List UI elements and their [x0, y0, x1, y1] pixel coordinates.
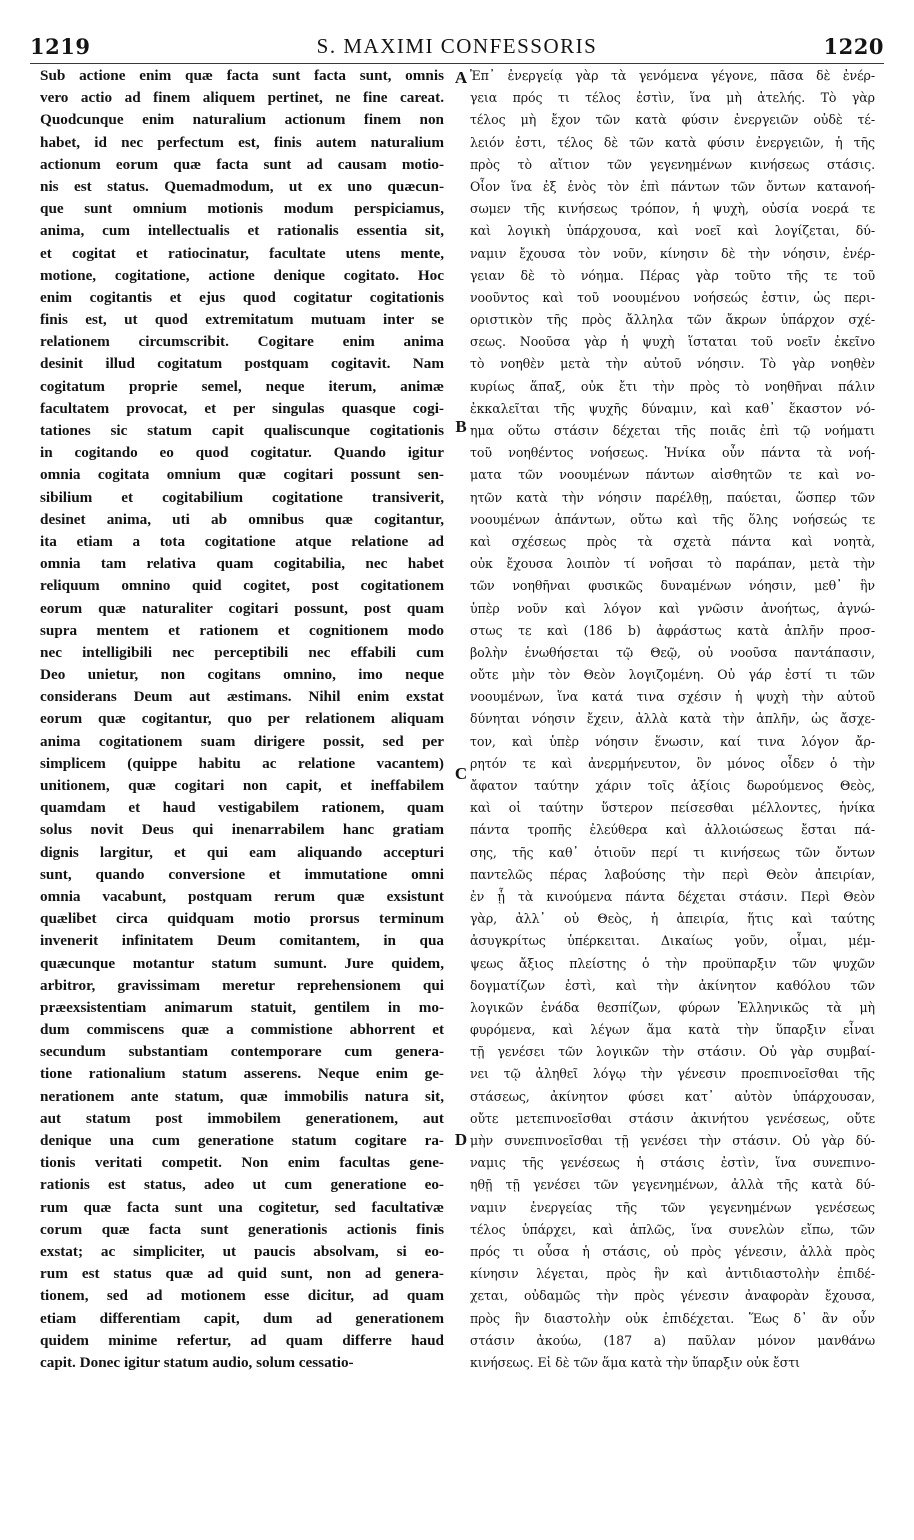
greek-text-line: τον, καὶ ὑπὲρ νόησιν ἕνωσιν, καί τινα λόγον ἄρ- [470, 733, 875, 749]
latin-text-line: tationes sic statum capit qualiscunque cogitationis [40, 422, 444, 439]
running-title: S. MAXIMI CONFESSORIS [316, 34, 598, 58]
greek-text-line: οὔτε μετεπινοεῖσθαι στάσιν ἀκινήτου γενέσεως, οὔτε [470, 1110, 875, 1126]
latin-text-line: corum quæ facta sunt generationis actionis finis [40, 1220, 444, 1238]
latin-text-line: habet, id nec perfectum est, finis autem naturalium [40, 133, 444, 151]
latin-text-line: arbitror, gravissimam meretur reprehensionem qui [40, 976, 444, 994]
greek-text-line: στάσεως, ἀκίνητον φύσει κατ᾿ αὐτὸν ὑπάρχουσαν, [470, 1088, 875, 1104]
greek-text-line: οὔτε μὴν τὸν Θεὸν λογιζομένη. Οὐ γάρ ἐστί τι τῶν [470, 667, 875, 683]
greek-text-line: τῶν νοηθῆναι φυσικῶς δυναμένων νόησιν, μεθ᾿ ἣν [470, 578, 875, 594]
latin-text-line: eorum quæ cogitantur, quo per relationem aliquam [40, 710, 444, 728]
latin-text-line: finis est, ut quod extremitatum mutuam inter se [40, 311, 444, 329]
margin-letter-a: A [454, 68, 468, 87]
greek-text-line: ψεως ἄξιος πλείστης ὁ τὴν προϋπαρξιν τῶν ψυχῶν [470, 955, 875, 971]
greek-text-line: ἐκκαλεῖται τῆς ψυχῆς δύναμιν, καὶ καθ᾿ ἕκαστον νό- [470, 400, 875, 416]
latin-text-line: nec intelligibili nec perceptibili nec effabili cum [40, 643, 444, 661]
greek-text-line: βολὴν ἑνωθήσεται τῷ Θεῷ, οὐ νοοῦσα παντάπασιν, [470, 644, 875, 660]
greek-text-line: ἐν ᾗ τὰ κινούμενα πάντα δέχεται στάσιν. Περὶ Θεὸν [470, 888, 875, 904]
greek-text-line: ναμιν ἐνεργείας τῆς τῶν γεγενημένων γενέσεως [470, 1199, 875, 1215]
greek-text-line: λογικῶν ἑνάδα θεσπίζων, φύρων Ἑλληνικῶς τὰ μὴ [470, 999, 875, 1015]
latin-text-line: in cogitando eo quod cogitatur. Quando igitur [40, 444, 444, 462]
greek-text-line: ναμιν ἔχουσα τὸν νοῦν, κίνησιν δὲ τὴν νόησιν, ἐνέρ- [470, 245, 875, 261]
latin-text-line: sunt, quando conversione et immutatione omni [40, 865, 444, 883]
greek-text-line: δύνηται νόησιν ἔχειν, ἀλλὰ κατὰ τὴν ἁπλῆν, ὡς ἄσχε- [470, 711, 875, 727]
greek-text-line: Ἐπ᾿ ἐνεργείᾳ γὰρ τὰ γενόμενα γέγονε, πᾶσα δὲ ἐνέρ- [470, 68, 875, 83]
latin-text-line: quamdam et haud vestigabilem rationem, quam [40, 799, 444, 817]
latin-text-line: desinet anima, uti ab omnibus quæ cogitantur, [40, 510, 444, 528]
greek-text-line: καὶ λογικὴ ὑπάρχουσα, καὶ νοεῖ καὶ λογίζεται, δύ- [470, 223, 875, 239]
greek-text-line: γειαν δὲ τὸ νόημα. Πέρας γὰρ τοῦτο τῆς τε τοῦ [470, 267, 875, 283]
latin-text-line: sibilium et cogitabilium cogitatione transiverit, [40, 488, 444, 506]
greek-text-line: γὰρ, ἀλλ᾿ οὐ Θεὸς, ἡ ἀπειρία, ἥτις καὶ ταύτης [470, 911, 875, 927]
greek-text-line: τέλος μὴ ἔχον τῶν κατὰ φύσιν ἐνεργειῶν οὐδὲ τέ- [470, 112, 875, 128]
greek-text-line: μὴν συνεπινοεῖσθαι τῇ γενέσει τὴν στάσιν. Οὐ γὰρ δύ- [470, 1133, 875, 1148]
latin-text-line: omnia tam relativa quam cogitabilia, nec habet [40, 555, 444, 573]
latin-text-line: omnia cogitata omnium quæ cogitari possunt sen- [40, 466, 444, 484]
greek-text-line: χεται, οὐδαμῶς τὴν πρὸς γένεσιν ἀναφορὰν ἔχουσα, [470, 1288, 875, 1304]
latin-text-line: Sub actione enim quæ facta sunt facta sunt, omnis [40, 67, 444, 84]
latin-text-line: Deo unietur, non cogitans omnino, imo neque [40, 666, 444, 684]
latin-text-line: et cogitat et ratiocinatur, facultate utens mente, [40, 244, 444, 262]
latin-text-line: nerationem ante statum, quæ immobilis natura sit, [40, 1087, 444, 1105]
header-rule [30, 63, 884, 64]
latin-text-line: cogitatum proprie semel, neque iterum, animæ [40, 377, 444, 395]
latin-text-line: rum est status quæ ad quid sunt, non ad genera- [40, 1265, 444, 1283]
latin-text-line: eorum quæ naturaliter cogitari possunt, post quam [40, 599, 444, 617]
latin-text-line: reliquum omnino quid cogitet, post cogitationem [40, 577, 444, 595]
latin-text-line: Quodcunque enim naturalium actionum finem non [40, 111, 444, 129]
greek-text-line: ημα οὕτω στάσιν δέχεται τῆς ποιᾶς ἐπὶ τῷ νοήματι [470, 423, 875, 438]
greek-text-line: πρὸς τὸ αἴτιον τῶν γεγενημένων κινήσεως στάσις. [470, 156, 875, 172]
latin-text-line: anima cogitationem suam dirigere possit, sed per [40, 732, 444, 750]
latin-text-line: considerans Deum aut æstimans. Nihil enim exstat [40, 688, 444, 706]
greek-text-line: ρητόν τε καὶ ἀνερμήνευτον, ὃν μόνος οἶδεν ὁ τὴν [470, 755, 875, 771]
greek-text-line: τῇ γενέσει τῶν λογικῶν τὴν στάσιν. Οὐ γὰρ συμβαί- [470, 1044, 875, 1060]
greek-text-line: οριστικὸν τῆς πρὸς ἄλληλα τῶν ἄκρων ὑπάρχον σχέ- [470, 312, 875, 328]
latin-text-line: enim cogitantis et ejus quod cogitatur cogitationis [40, 288, 444, 306]
margin-letter-b: B [455, 417, 467, 436]
latin-text-line: desinit illud cogitatum postquam cogitavit. Nam [40, 355, 444, 373]
latin-text-line: quæcunque motantur statum sumunt. Jure quidem, [40, 954, 444, 972]
margin-letter-c: C [454, 764, 468, 783]
latin-text-line: tionis veritati competit. Non enim facultas gene- [40, 1154, 444, 1172]
latin-text-line: nis est status. Quemadmodum, ut ex uno quæcun- [40, 177, 444, 195]
greek-text-line: ματα τῶν νοουμένων πάντων αἰσθητῶν τε καὶ νο- [470, 467, 875, 483]
greek-text-line: Οἷον ἵνα ἐξ ἑνὸς τὸν ἐπὶ πάντων τῶν ὄντων κατανοή- [470, 178, 875, 194]
latin-text-line: actionum eorum quæ facta sunt ad causam motio- [40, 155, 444, 173]
greek-text-line: ὑπὲρ νοῦν καὶ λόγον καὶ γνῶσιν ἀνοήτως, ἀγνώ- [470, 600, 875, 616]
greek-text-line: καὶ σχέσεως πρὸς τὰ σχετὰ πάντα καὶ νοητὰ, [470, 533, 875, 549]
latin-text-line: motione, cogitatione, actione denique cogitato. Hoc [40, 266, 444, 284]
greek-column [470, 65, 875, 1485]
greek-text-line: πάντα τροπῆς ἐλεύθερα καὶ ἀλλοιώσεως ἔσται πά- [470, 822, 875, 838]
greek-text-line: κίνησιν λέγεται, πρὸς ἣν καὶ ἀντιδιαστολὴν ἐπιδέ- [470, 1266, 875, 1282]
left-page-number: 1219 [30, 34, 91, 59]
greek-text-line: λειόν ἐστι, τέλος δὲ τῶν κατὰ φύσιν ἐνεργειῶν, ἡ τῆς [470, 134, 875, 150]
latin-text-line: omnia vacabunt, postquam rerum quæ exsistunt [40, 887, 444, 905]
latin-text-line: facultatem provocat, et per singulas quasque cogi- [40, 399, 444, 417]
latin-text-line: anima, cum intellectualis et rationalis essentia sit, [40, 222, 444, 240]
latin-text-line: exstat; ac simpliciter, ut paucis absolvam, si eo- [40, 1242, 444, 1260]
latin-text-line: unitionem, quæ cogitari non capit, et ineffabilem [40, 777, 444, 794]
latin-text-line: dignis largitur, et qui eam aliquando accepturi [40, 843, 444, 861]
latin-text-line: vero actio ad finem aliquem pertinet, ne fine careat. [40, 89, 444, 107]
latin-text-line: simplicem (quippe habitu ac relatione vacantem) [40, 754, 444, 772]
latin-text-line: supra mentem et rationem et cognitionem modo [40, 621, 444, 639]
latin-text-line: præexsistentiam animarum statuit, gentilem in mo- [40, 998, 444, 1016]
greek-text-line: νει τῷ ἀληθεῖ λόγῳ τὴν γένεσιν προεπινοεῖσθαι τῆς [470, 1066, 875, 1082]
latin-text-line: denique una cum generatione statum cogitare ra- [40, 1132, 444, 1149]
greek-text-line: στάσιν ἀκούω, (187 a) παῦλαν μόνον μανθάνω [470, 1332, 875, 1348]
greek-text-line: τὸ νοηθὲν μετὰ τὴν αὐτοῦ νόησιν. Τὸ γὰρ νοηθὲν [470, 356, 875, 372]
greek-text-line: γεια πρός τι τέλος ἐστὶν, ἵνα μὴ ἀτελής. Τὸ γὰρ [470, 90, 875, 106]
latin-text-line: dum commiscens quæ a commistione abhorrent et [40, 1021, 444, 1039]
latin-text-line: relationem circumscribit. Cogitare enim anima [40, 333, 444, 351]
latin-text-line: quidem minime refertur, ad quam differre haud [40, 1331, 444, 1349]
latin-text-line: capit. Donec igitur statum audio, solum cessatio- [40, 1353, 354, 1371]
greek-text-line: ἄφατον ταύτην χάριν τοῖς ἀξίοις δωρούμενος Θεὸς, [470, 778, 875, 793]
latin-text-line: rum quæ facta sunt una cogitetur, sed facultativæ [40, 1198, 444, 1216]
greek-text-line: νοοῦντος καὶ τοῦ νοουμένου νοήσεώς ἐστιν, ὡς περι- [470, 289, 875, 305]
greek-text-line: σωμεν τῆς κινήσεως τρόπον, ἡ ψυχὴ, οὐσία νοερά τε [470, 201, 875, 217]
latin-text-line: quælibet circa quidquam motio prorsus terminum [40, 910, 444, 928]
greek-text-line: σης, τῆς καθ᾿ ὁτιοῦν περί τι κινήσεως τῶν ὄντων [470, 844, 875, 860]
greek-text-line: ναμις τῆς γενέσεως ἡ στάσις ἐστὶν, ἵνα συνεπινο- [470, 1155, 875, 1171]
latin-text-line: ita etiam a tota cogitatione atque relatione ad [40, 532, 444, 550]
greek-text-line: ηθῇ τῇ γενέσει τῶν γεγενημένων, ἀλλὰ τῆς κατὰ δύ- [470, 1177, 875, 1193]
greek-text-line: νοουμένων, ἵνα κατά τινα σχέσιν ἡ ψυχὴ τὴν αὐτοῦ [470, 689, 875, 705]
right-page-number: 1220 [823, 34, 884, 59]
latin-text-line: aut statum post immobilem generationem, aut [40, 1109, 444, 1127]
greek-text-line: στως τε καὶ (186 b) ἀφράστως κατὰ ἁπλῆν προσ- [470, 622, 875, 638]
greek-text-line: πρός τι οὖσα ἡ στάσις, οὐ πρὸς γένεσιν, ἀλλὰ πρὸς [470, 1243, 875, 1259]
greek-text-line: ἀσυγκρίτως ὑπέρκειται. Δικαίως γοῦν, οἶμαι, μέμ- [470, 933, 875, 949]
greek-text-line: κινήσεως. Εἰ δὲ τῶν ἅμα κατὰ τὴν ὕπαρξιν οὐκ ἔστι [470, 1354, 800, 1370]
latin-text-line: solus novit Deus qui inenarrabilem hanc gratiam [40, 821, 444, 839]
greek-text-line: καὶ οἱ ταύτην ὕστερον πείσεσθαι μέλλοντες, ἡνίκα [470, 800, 875, 816]
greek-text-line: κυρίως ἅπαξ, οὐκ ἔτι τὴν πρὸς τὸ νοηθῆναι πάλιν [470, 378, 875, 394]
latin-text-line: etiam differentiam capit, dum ad generationem [40, 1309, 444, 1327]
greek-text-line: νοουμένων ἁπάντων, οὕτω καὶ τῆς ὅλης νοήσεώς τε [470, 511, 875, 527]
greek-text-line: ητῶν κατὰ τὴν νόησιν παρέλθῃ, παύεται, ὥσπερ τῶν [470, 489, 875, 505]
greek-text-line: παντελῶς πέρας λαβούσης τὴν περὶ Θεὸν ἀπειρίαν, [470, 866, 875, 882]
latin-text-line: invenerit infinitatem Deum comitantem, in qua [40, 932, 444, 950]
greek-text-line: δογματίζων ἐστὶ, καὶ τὴν ἀκίνητον καθόλου τῶν [470, 977, 875, 993]
greek-text-line: σεως. Νοοῦσα γὰρ ἡ ψυχὴ ἵσταται τοῦ νοεῖν ἐκεῖνο [470, 334, 875, 350]
latin-column [40, 65, 444, 1485]
latin-text-line: tione rationalium statum asserens. Neque enim ge- [40, 1065, 444, 1083]
latin-text-line: que sunt omnium motionis modum perspiciamus, [40, 200, 444, 218]
latin-text-line: rationis est status, adeo ut cum generatione eo- [40, 1176, 444, 1194]
latin-text-line: tionem, sed ad motionem esse dicitur, ad quam [40, 1287, 444, 1305]
greek-text-line: οὐκ ἔχουσα λοιπὸν τί νοῆσαι τὸ παράπαν, μετὰ τὴν [470, 556, 875, 572]
latin-text-line: secundum substantiam contemporare cum genera- [40, 1043, 444, 1061]
greek-text-line: τοῦ νοηθέντος νοήσεως. Ἡνίκα οὖν πάντα τὰ νοή- [470, 445, 875, 461]
greek-text-line: φυρόμενα, καὶ λέγων ἅμα κατὰ τὴν ὕπαρξιν εἶναι [470, 1022, 875, 1038]
page-header [30, 34, 884, 64]
greek-text-line: πρὸς ἣν διαστολὴν οὐκ ἐπιδέχεται. Ἕως δ᾿ ἂν οὖν [470, 1310, 875, 1326]
margin-letter-d: D [454, 1130, 468, 1149]
greek-text-line: τέλος ὑπάρχει, καὶ ἁπλῶς, ἵνα συνελὼν εἴπω, τῶν [470, 1221, 875, 1237]
